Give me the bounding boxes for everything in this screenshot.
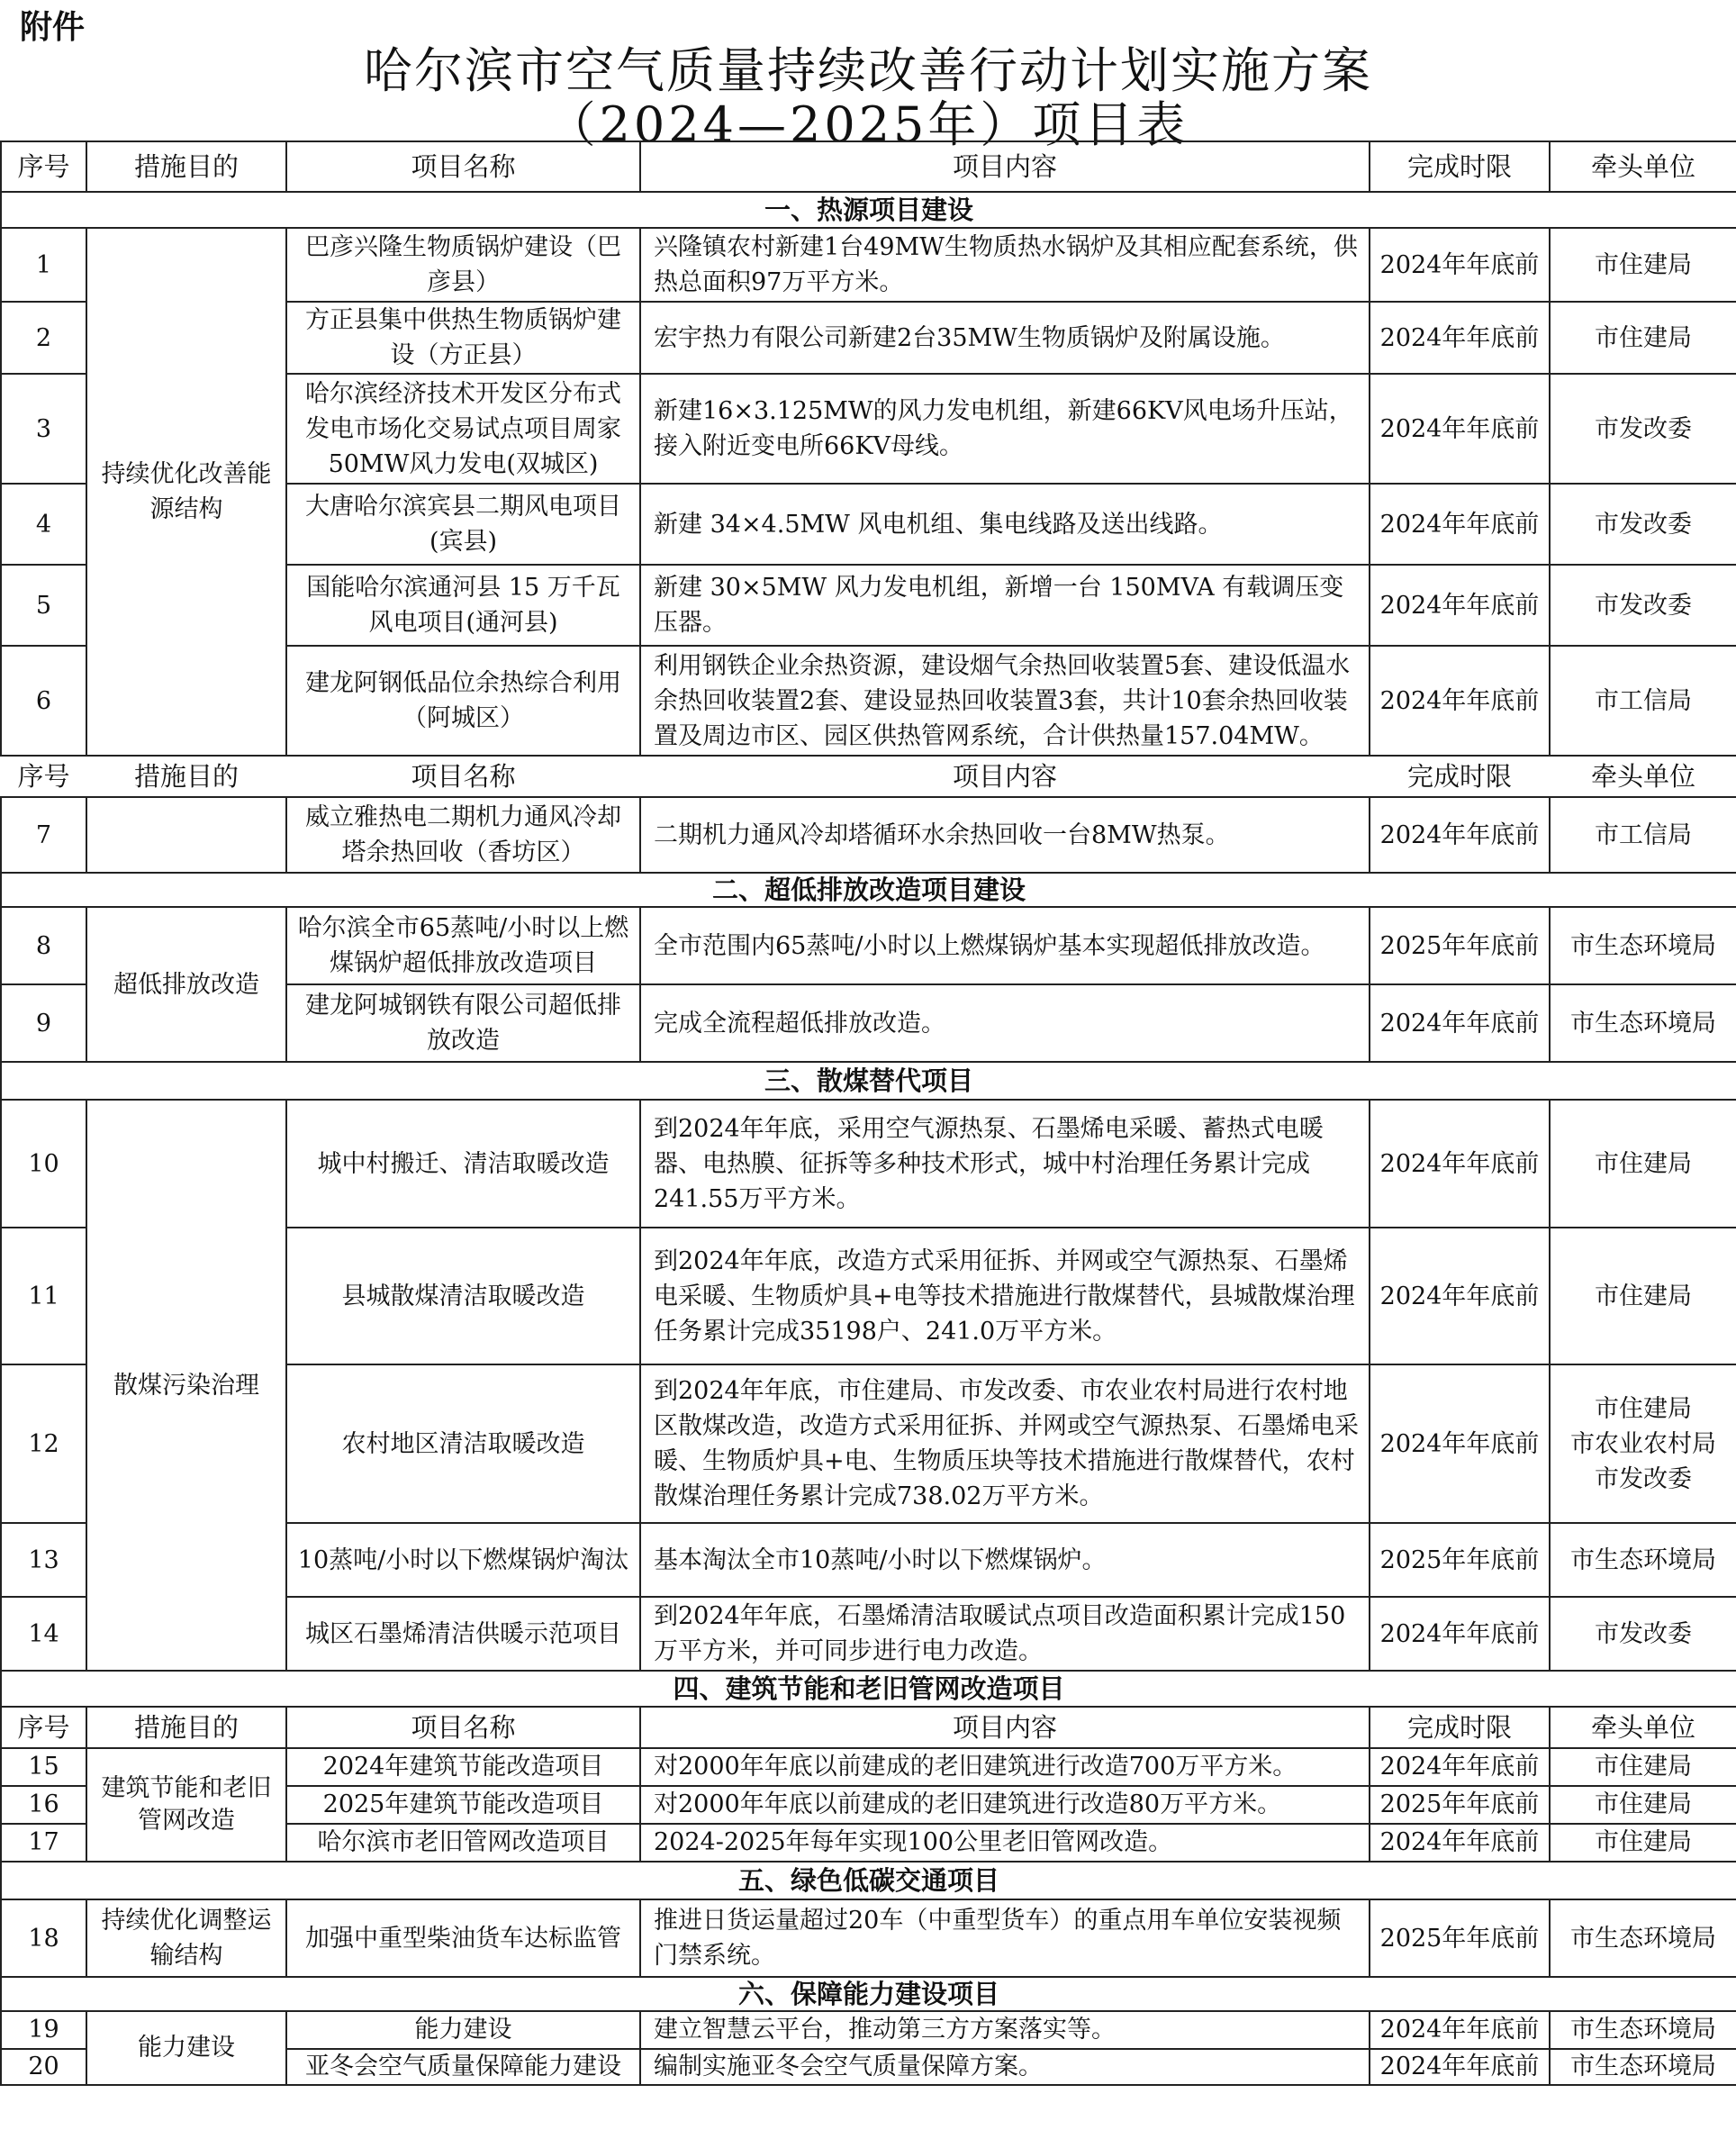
name-cell: 加强中重型柴油货车达标监管	[286, 1899, 640, 1977]
header-seq: 序号	[17, 760, 70, 792]
seq-cell: 16	[1, 1786, 86, 1824]
header-lead: 牵头单位	[1550, 141, 1736, 192]
content-cell: 宏宇热力有限公司新建2台35MW生物质锅炉及附属设施。	[640, 302, 1370, 374]
lead-cell: 市生态环境局	[1550, 1523, 1736, 1597]
lead-cell: 市生态环境局	[1550, 1899, 1736, 1977]
content-cell: 完成全流程超低排放改造。	[640, 984, 1370, 1062]
deadline-cell: 2024年年底前	[1370, 565, 1550, 646]
name-cell: 农村地区清洁取暖改造	[286, 1364, 640, 1523]
table-row	[1, 797, 1736, 873]
section-row	[1, 873, 1736, 907]
lead-cell: 市住建局	[1550, 1228, 1736, 1364]
seq-cell: 18	[1, 1899, 86, 1977]
document-title: 哈尔滨市空气质量持续改善行动计划实施方案	[364, 42, 1372, 99]
lead-cell: 市发改委	[1550, 374, 1736, 484]
header-lead: 牵头单位	[1550, 1707, 1736, 1748]
goal-cell-empty	[86, 797, 286, 873]
content-cell: 对2000年年底以前建成的老旧建筑进行改造80万平方米。	[640, 1786, 1370, 1824]
header-content: 项目内容	[952, 760, 1057, 792]
lead-cell: 市工信局	[1550, 646, 1736, 756]
seq-cell: 12	[1, 1364, 86, 1523]
deadline-cell: 2024年年底前	[1370, 1100, 1550, 1228]
name-cell: 哈尔滨经济技术开发区分布式发电市场化交易试点项目周家50MW风力发电(双城区)	[286, 374, 640, 484]
deadline-cell: 2024年年底前	[1370, 302, 1550, 374]
section-title: 六、保障能力建设项目	[1, 1977, 1736, 2011]
seq-cell: 6	[1, 646, 86, 756]
content-cell: 推进日货运量超过20车（中重型货车）的重点用车单位安装视频门禁系统。	[640, 1899, 1370, 1977]
table-row	[1, 907, 1736, 984]
lead-cell: 市住建局	[1550, 1100, 1736, 1228]
deadline-cell: 2024年年底前	[1370, 646, 1550, 756]
section-row	[1, 192, 1736, 228]
name-cell: 亚冬会空气质量保障能力建设	[286, 2049, 640, 2085]
seq-cell: 7	[1, 797, 86, 873]
deadline-cell: 2024年年底前	[1370, 2049, 1550, 2085]
name-cell: 威立雅热电二期机力通风冷却塔余热回收（香坊区）	[286, 797, 640, 873]
deadline-cell: 2025年年底前	[1370, 1899, 1550, 1977]
goal-cell: 能力建设	[86, 2011, 286, 2085]
deadline-cell: 2025年年底前	[1370, 1786, 1550, 1824]
header-lead: 牵头单位	[1590, 760, 1695, 792]
lead-cell	[1550, 1364, 1736, 1523]
seq-cell: 15	[1, 1748, 86, 1786]
deadline-cell: 2025年年底前	[1370, 907, 1550, 984]
header-deadline: 完成时限	[1370, 141, 1550, 192]
table-row	[1, 228, 1736, 302]
seq-cell: 2	[1, 302, 86, 374]
name-cell: 县城散煤清洁取暖改造	[286, 1228, 640, 1364]
content-cell: 2024-2025年每年实现100公里老旧管网改造。	[640, 1824, 1370, 1862]
content-cell: 新建16×3.125MW的风力发电机组，新建66KV风电场升压站，接入附近变电所66KV母线。	[640, 374, 1370, 484]
section-row	[1, 1671, 1736, 1707]
deadline-cell: 2024年年底前	[1370, 2011, 1550, 2049]
name-cell: 大唐哈尔滨宾县二期风电项目(宾县)	[286, 484, 640, 565]
content-cell: 到2024年年底，改造方式采用征拆、并网或空气源热泵、石墨烯电采暖、生物质炉具+电等技术措施进行散煤替代，县城散煤治理任务累计完成35198户、241.0万平方米。	[640, 1228, 1370, 1364]
table-row	[1, 2011, 1736, 2049]
header-seq: 序号	[1, 141, 86, 192]
header-name: 项目名称	[286, 1707, 640, 1748]
deadline-cell: 2024年年底前	[1370, 484, 1550, 565]
seq-cell: 20	[1, 2049, 86, 2085]
project-table	[0, 140, 1736, 2086]
section-row	[1, 1062, 1736, 1100]
section-title: 二、超低排放改造项目建设	[1, 873, 1736, 907]
document-subtitle: （2024—2025年）项目表	[547, 96, 1189, 153]
lead-cell: 市生态环境局	[1550, 2011, 1736, 2049]
goal-cell: 超低排放改造	[86, 907, 286, 1062]
lead-cell: 市生态环境局	[1550, 907, 1736, 984]
content-cell: 利用钢铁企业余热资源，建设烟气余热回收装置5套、建设低温水余热回收装置2套、建设显热回收装置3套，共计10套余热回收装置及周边市区、园区供热管网系统，合计供热量157.04MW。	[640, 646, 1370, 756]
deadline-cell: 2025年年底前	[1370, 1523, 1550, 1597]
lead-cell: 市发改委	[1550, 565, 1736, 646]
content-cell: 到2024年年底，采用空气源热泵、石墨烯电采暖、蓄热式电暖器、电热膜、征拆等多种技术形式，城中村治理任务累计完成241.55万平方米。	[640, 1100, 1370, 1228]
lead-line: 市发改委	[1595, 1464, 1692, 1493]
name-cell: 城中村搬迁、清洁取暖改造	[286, 1100, 640, 1228]
header-content: 项目内容	[640, 1707, 1370, 1748]
deadline-cell: 2024年年底前	[1370, 228, 1550, 302]
header-name: 项目名称	[286, 141, 640, 192]
name-cell: 建龙阿钢低品位余热综合利用（阿城区）	[286, 646, 640, 756]
content-cell: 编制实施亚冬会空气质量保障方案。	[640, 2049, 1370, 2085]
content-cell: 全市范围内65蒸吨/小时以上燃煤锅炉基本实现超低排放改造。	[640, 907, 1370, 984]
name-cell: 国能哈尔滨通河县 15 万千瓦风电项目(通河县)	[286, 565, 640, 646]
name-cell: 哈尔滨市老旧管网改造项目	[286, 1824, 640, 1862]
seq-cell: 14	[1, 1597, 86, 1671]
section-row	[1, 1862, 1736, 1899]
name-cell: 2025年建筑节能改造项目	[286, 1786, 640, 1824]
seq-cell: 19	[1, 2011, 86, 2049]
name-cell: 巴彦兴隆生物质锅炉建设（巴彦县）	[286, 228, 640, 302]
header-content: 项目内容	[640, 141, 1370, 192]
attachment-label: 附件	[20, 9, 86, 46]
deadline-cell: 2024年年底前	[1370, 1824, 1550, 1862]
header-seq: 序号	[1, 1707, 86, 1748]
content-cell: 建立智慧云平台，推动第三方方案落实等。	[640, 2011, 1370, 2049]
seq-cell: 4	[1, 484, 86, 565]
table-row	[1, 1100, 1736, 1228]
lead-cell: 市住建局	[1550, 1748, 1736, 1786]
deadline-cell: 2024年年底前	[1370, 797, 1550, 873]
deadline-cell: 2024年年底前	[1370, 984, 1550, 1062]
lead-cell: 市发改委	[1550, 484, 1736, 565]
header-goal: 措施目的	[133, 760, 239, 792]
lead-cell: 市发改委	[1550, 1597, 1736, 1671]
seq-cell: 3	[1, 374, 86, 484]
name-cell: 哈尔滨全市65蒸吨/小时以上燃煤锅炉超低排放改造项目	[286, 907, 640, 984]
seq-cell: 8	[1, 907, 86, 984]
deadline-cell: 2024年年底前	[1370, 1597, 1550, 1671]
name-cell: 能力建设	[286, 2011, 640, 2049]
goal-cell: 建筑节能和老旧管网改造	[86, 1748, 286, 1862]
table-row	[1, 1748, 1736, 1786]
table-row	[1, 1899, 1736, 1977]
content-cell: 对2000年年底以前建成的老旧建筑进行改造700万平方米。	[640, 1748, 1370, 1786]
header-name: 项目名称	[411, 760, 516, 792]
name-cell: 城区石墨烯清洁供暖示范项目	[286, 1597, 640, 1671]
repeated-header-row	[1, 1707, 1736, 1748]
lead-cell: 市住建局	[1550, 302, 1736, 374]
deadline-cell: 2024年年底前	[1370, 374, 1550, 484]
seq-cell: 9	[1, 984, 86, 1062]
name-cell: 建龙阿城钢铁有限公司超低排放改造	[286, 984, 640, 1062]
table-header-row	[1, 141, 1736, 192]
lead-cell: 市住建局	[1550, 228, 1736, 302]
header-deadline: 完成时限	[1406, 760, 1512, 792]
deadline-cell: 2024年年底前	[1370, 1748, 1550, 1786]
seq-cell: 11	[1, 1228, 86, 1364]
seq-cell: 17	[1, 1824, 86, 1862]
content-cell: 兴隆镇农村新建1台49MW生物质热水锅炉及其相应配套系统，供热总面积97万平方米。	[640, 228, 1370, 302]
content-cell: 到2024年年底，石墨烯清洁取暖试点项目改造面积累计完成150万平方米，并可同步进行电力改造。	[640, 1597, 1370, 1671]
content-cell: 基本淘汰全市10蒸吨/小时以下燃煤锅炉。	[640, 1523, 1370, 1597]
section-title: 五、绿色低碳交通项目	[1, 1862, 1736, 1899]
section-row	[1, 1977, 1736, 2011]
content-cell: 到2024年年底，市住建局、市发改委、市农业农村局进行农村地区散煤改造，改造方式采用征拆、并网或空气源热泵、石墨烯电采暖、生物质炉具+电、生物质压块等技术措施进行散煤替代，农村散煤治理任务累计完成738.02万平方米。	[640, 1364, 1370, 1523]
goal-cell: 持续优化调整运输结构	[86, 1899, 286, 1977]
content-cell: 新建 34×4.5MW 风电机组、集电线路及送出线路。	[640, 484, 1370, 565]
section-title: 三、散煤替代项目	[1, 1062, 1736, 1100]
lead-cell: 市生态环境局	[1550, 984, 1736, 1062]
header-goal: 措施目的	[86, 1707, 286, 1748]
lead-cell: 市住建局	[1550, 1786, 1736, 1824]
lead-cell: 市工信局	[1550, 797, 1736, 873]
name-cell: 方正县集中供热生物质锅炉建设（方正县）	[286, 302, 640, 374]
section-title: 四、建筑节能和老旧管网改造项目	[1, 1671, 1736, 1707]
seq-cell: 13	[1, 1523, 86, 1597]
header-goal: 措施目的	[86, 141, 286, 192]
name-cell: 10蒸吨/小时以下燃煤锅炉淘汰	[286, 1523, 640, 1597]
deadline-cell: 2024年年底前	[1370, 1364, 1550, 1523]
seq-cell: 5	[1, 565, 86, 646]
lead-line: 市住建局	[1595, 1394, 1692, 1423]
goal-cell: 持续优化改善能源结构	[86, 228, 286, 756]
name-cell: 2024年建筑节能改造项目	[286, 1748, 640, 1786]
seq-cell: 10	[1, 1100, 86, 1228]
lead-cell: 市住建局	[1550, 1824, 1736, 1862]
lead-line: 市农业农村局	[1570, 1429, 1716, 1458]
section-title: 一、热源项目建设	[1, 192, 1736, 228]
goal-cell: 散煤污染治理	[86, 1100, 286, 1671]
seq-cell: 1	[1, 228, 86, 302]
repeated-header-row	[1, 756, 1736, 797]
lead-cell: 市生态环境局	[1550, 2049, 1736, 2085]
deadline-cell: 2024年年底前	[1370, 1228, 1550, 1364]
content-cell: 二期机力通风冷却塔循环水余热回收一台8MW热泵。	[640, 797, 1370, 873]
header-deadline: 完成时限	[1370, 1707, 1550, 1748]
content-cell: 新建 30×5MW 风力发电机组，新增一台 150MVA 有载调压变压器。	[640, 565, 1370, 646]
